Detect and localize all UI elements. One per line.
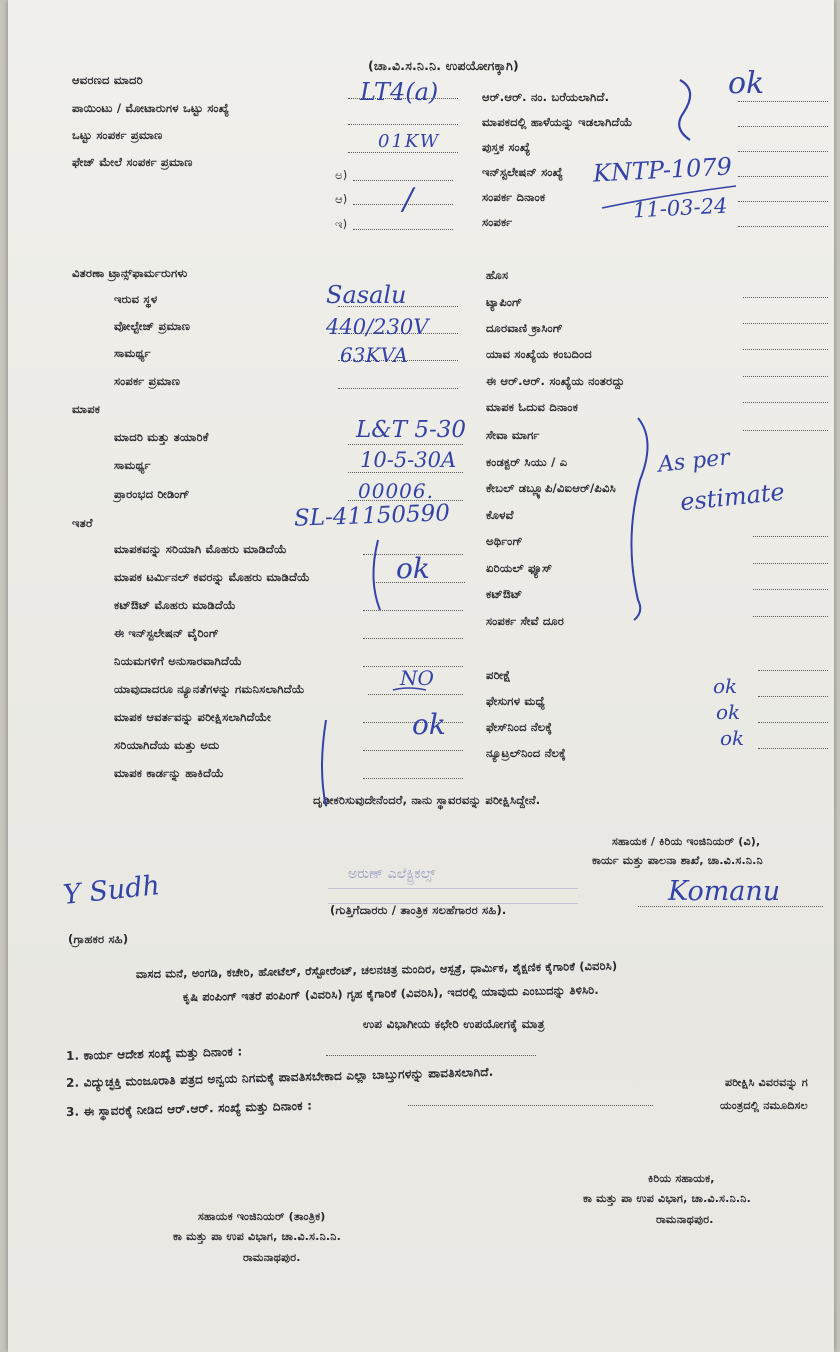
consumer-signature: Y Sudh: [61, 870, 162, 911]
hw-estimate: estimate: [678, 477, 786, 517]
label-new: ಹೊಸ: [486, 268, 509, 282]
field-line: [738, 151, 828, 152]
office-side-2: ಯಂತ್ರದಲ್ಲಿ ನಮೂದಿಸಲ: [720, 1099, 808, 1112]
label-correct: ಸರಿಯಾಗಿದೆಯ ಮತ್ತು ಅದು: [114, 738, 220, 752]
label-total-load: ಒಟ್ಟು ಸಂಪರ್ಕ ಪ್ರಮಾಣ: [72, 128, 163, 142]
label-transformer-capacity: ಸಾಮರ್ಥ್ಯ: [114, 346, 151, 360]
hw-location: Sasalu: [326, 281, 407, 309]
hw-tariff: LT4(a): [360, 78, 439, 106]
office-item-3: 3. ಈ ಸ್ಥಾವರಕ್ಕೆ ನೀಡಿದ ಆರ್.ಆರ್. ಸಂಖ್ಯೆ ಮತ್ತು ದಿನಾಂಕ :: [65, 1098, 313, 1119]
hw-serial: SL-41150590: [293, 500, 451, 532]
field-line: [743, 297, 828, 298]
label-after-rr: ಈ ಆರ್.ಆರ್. ಸಂಖ್ಯೆಯ ನಂತರದ್ದು: [486, 374, 625, 388]
label-meter-capacity: ಸಾಮರ್ಥ್ಯ: [114, 458, 151, 472]
label-phase-load: ಫೇಜ್ ಮೇಲೆ ಸಂಪರ್ಕ ಪ್ರಮಾಣ: [72, 155, 193, 169]
label-length: ಕೊಳವೆ: [486, 508, 514, 522]
label-connection-date: ಸಂಪರ್ಕ ದಿನಾಂಕ: [482, 190, 546, 204]
field-line: [348, 472, 463, 473]
field-line: [353, 229, 453, 230]
category-line-2: ಕೃಷಿ ಪಂಪಿಂಗ್ ಇತರೆ ಪಂಪಿಂಗ್ (ವಿವರಿಸಿ) ಗೃಹ ಕೈಗಾರಿಕೆ (ವಿವರಿಸಿ), ಇದರಲ್ಲಿ ಯಾವುದು ಎಂಬುದನ್ನು ತಿಳಿಸಿರಿ.: [182, 983, 599, 1004]
field-line: [743, 402, 828, 403]
field-line: [368, 694, 463, 695]
label-tapping: ಟ್ಯಾಪಿಂಗ್: [486, 295, 523, 309]
hw-voltage: 440/230V: [326, 315, 429, 339]
hw-connection-date: 11-03-24: [632, 193, 728, 223]
consumer-signature-label: (ಗ್ರಾಹಕರ ಸಹಿ): [68, 932, 129, 946]
field-line: [348, 152, 458, 153]
label-voltage: ವೋಲ್ಟೇಜ್ ಪ್ರಮಾಣ: [114, 319, 191, 333]
footer-left-1: ಸಹಾಯಕ ಇಂಜಿನಿಯರ್ (ತಾಂತ್ರಿಕ): [198, 1210, 326, 1223]
label-meter-rotation: ಮಾಪಕ ಆವರ್ತವನ್ನು ಪರೀಕ್ಷಿಸಲಾಗಿದೆಯೇ: [114, 710, 271, 724]
office-use-note: (ಚಾ.ವಿ.ಸ.ನಿ.ನಿ. ಉಪಯೋಗಕ್ಕಾಗಿ): [368, 58, 519, 73]
hw-tr-capacity: 63KVA: [340, 343, 408, 367]
label-conductor: ಕಂಡಕ್ಟರ್ ಸಿಯು / ಎ: [486, 455, 568, 469]
footer-left-3: ರಾಮನಾಥಪುರ.: [243, 1251, 301, 1264]
hw-ok-r2: ok: [716, 700, 741, 724]
label-reading-day: ಮಾಪಕ ಓದುವ ದಿನಾಂಕ: [486, 400, 579, 414]
label-phase-a: ಅ): [335, 168, 348, 182]
hw-ok-low: ok: [412, 708, 446, 741]
office-item-2: 2. ವಿದ್ಯುಚ್ಛಕ್ತಿ ಮಂಜೂರಾತಿ ಪತ್ರದ ಅನ್ವಯ ನಿಗಮಕ್ಕೆ ಪಾವತಿಸಬೇಕಾದ ಎಲ್ಲಾ ಬಾಬ್ತುಗಳನ್ನು ಪಾವತಿಸಲಾಗಿದೆ.: [65, 1064, 494, 1090]
hw-no: NO: [400, 666, 434, 690]
engineer-title-2: ಕಾರ್ಯ ಮತ್ತು ಪಾಲನಾ ಶಾಖೆ, ಚಾ.ವಿ.ಸ.ನಿ.ನಿ: [592, 854, 763, 867]
field-line: [743, 376, 828, 377]
office-item-1: 1. ಕಾರ್ಯ ಆದೇಶ ಸಂಖ್ಯೆ ಮತ್ತು ದಿನಾಂಕ :: [65, 1044, 243, 1063]
footer-left-2: ಕಾ ಮತ್ತು ಪಾ ಉಪ ವಿಭಾಗ, ಚಾ.ವಿ.ಸ.ನಿ.ನಿ.: [173, 1230, 341, 1243]
certification-text: ದೃಢೀಕರಿಸುವುದೇನೆಂದರೆ, ನಾನು ಸ್ಥಾವರವನ್ನು ಪರೀಕ್ಷಿಸಿದ್ದೇನೆ.: [313, 793, 541, 807]
label-cutout: ಕಟ್‌ಔಟ್: [486, 587, 523, 601]
field-line: [753, 589, 828, 590]
field-line: [326, 1055, 536, 1056]
office-use-heading: ಉಪ ವಿಭಾಗೀಯ ಕಛೇರಿ ಉಪಯೋಗಕ್ಕೆ ಮಾತ್ರ: [363, 1017, 545, 1031]
hw-total-load: 01KW: [378, 131, 441, 152]
category-line-1: ವಾಸದ ಮನೆ, ಅಂಗಡಿ, ಕಚೇರಿ, ಹೋಟೆಲ್, ರೆಸ್ಟೋರೆಂಟ್, ಚಲನಚಿತ್ರ ಮಂದಿರ, ಆಸ್ಪತ್ರೆ, ಧಾರ್ಮಿಕ, ಶೈಕ್ಷಣಿಕ ಕೈಗಾರಿಕೆ (ವಿವರಿಸಿ): [135, 959, 618, 981]
hw-phase-b: /: [403, 182, 414, 217]
field-line: [758, 696, 828, 697]
label-between-phases: ಫೇಸುಗಳ ಮಧ್ಯೆ: [486, 694, 546, 708]
field-line: [363, 778, 463, 779]
hw-ok-r3: ok: [720, 726, 745, 750]
field-line: [738, 176, 828, 177]
hw-meter-capacity: 10-5-30A: [360, 448, 457, 472]
heading-others: ಇತರೆ: [72, 516, 93, 530]
label-location: ಇರುವ ಸ್ಥಳ: [114, 292, 158, 306]
hw-as-per: As per: [656, 445, 731, 478]
label-connection: ಸಂಪರ್ಕ: [482, 215, 513, 229]
hw-ok-r1: ok: [713, 674, 738, 698]
label-meter-sealed: ಮಾಪಕವನ್ನು ಸರಿಯಾಗಿ ಮೊಹರು ಮಾಡಿದೆಯೆ: [114, 542, 287, 556]
label-meter-card: ಮಾಪಕ ಕಾರ್ಡನ್ನು ಹಾಕಿದೆಯೆ: [114, 766, 225, 780]
field-line: [738, 226, 828, 227]
label-phase-b: ಆ): [335, 192, 348, 206]
field-line: [338, 388, 458, 389]
label-service-main: ಸೇವಾ ಮಾರ್ಗ: [486, 428, 540, 442]
office-side-1: ಪರೀಕ್ಷಿಸಿ ವಿವರವನ್ನು ಗ: [725, 1076, 808, 1089]
label-wiring: ಈ ಇನ್‌ಸ್ಟಲೇಷನ್ ವೈರಿಂಗ್: [114, 626, 219, 640]
label-service-distance: ಸಂಪರ್ಕ ಸೇವೆ ದೂರ: [486, 614, 565, 628]
label-neutral-earth: ನ್ಯೂಟ್ರಲ್‌ನಿಂದ ನೆಲಕ್ಕೆ: [486, 746, 566, 760]
label-terminal-sealed: ಮಾಪಕ ಟರ್ಮಿನಲ್ ಕವರನ್ನು ಮೊಹರು ಮಾಡಿದೆಯೆ: [114, 570, 311, 584]
field-line: [743, 323, 828, 324]
heading-transformer: ವಿತರಣಾ ಟ್ರಾನ್ಸ್‌ಫಾರ್ಮರುಗಳು: [72, 266, 188, 280]
label-pole-no: ಯಾವ ಸಂಖ್ಯೆಯ ಕಂಬದಿಂದ: [486, 347, 592, 361]
field-line: [408, 1105, 653, 1106]
field-line: [758, 670, 828, 671]
application-form-page: [8, 0, 834, 1352]
footer-right-3: ರಾಮನಾಥಪುರ.: [656, 1213, 714, 1226]
engineer-title-1: ಸಹಾಯಕ / ಕಿರಿಯ ಇಂಜಿನಿಯರ್ (ವಿ),: [612, 835, 761, 848]
label-cable: ಕೇಬಲ್ ಡಬ್ಲ್ಯೂಪಿ/ವಿಐಆರ್/ಪಿವಿಸಿ: [486, 481, 616, 495]
field-line: [738, 101, 828, 102]
label-phase-earth: ಫೇಸ್‌ನಿಂದ ನೆಲಕ್ಕೆ: [486, 720, 553, 734]
engineer-signature: Komanu: [668, 876, 781, 907]
field-line: [753, 563, 828, 564]
label-tariff: ಆವರಣದ ಮಾದರಿ: [72, 73, 143, 87]
field-line: [363, 638, 463, 639]
label-phase-c: ಇ): [335, 217, 348, 231]
contractor-stamp: ಅರುಣ್ ಎಲೆಕ್ಟ್ರಿಕಲ್ಸ್: [348, 866, 436, 882]
field-line: [738, 201, 828, 202]
hw-installation-no: KNTP-1079: [592, 152, 733, 188]
field-line: [738, 126, 828, 127]
hw-ok-top: ok: [728, 66, 765, 101]
hw-initial-reading: 00006.: [358, 479, 434, 503]
label-rules: ನಿಯಮಗಳಿಗೆ ಅನುಸಾರವಾಗಿದೆಯೆ: [114, 654, 243, 668]
label-earthing: ಅರ್ಥಿಂಗ್: [486, 534, 523, 548]
heading-meter: ಮಾಪಕ: [72, 402, 101, 416]
hw-meter-make: L&T 5-30: [356, 417, 467, 443]
field-line: [353, 180, 453, 181]
field-line: [363, 750, 463, 751]
label-initial-reading: ಪ್ರಾರಂಭದ ರೀಡಿಂಗ್: [114, 487, 190, 501]
field-line: [363, 610, 463, 611]
footer-right-2: ಕಾ ಮತ್ತು ಪಾ ಉಪ ವಿಭಾಗ, ಚಾ.ವಿ.ಸ.ನಿ.ನಿ.: [583, 1192, 751, 1205]
field-line: [348, 444, 463, 445]
hw-ok-mid: ok: [396, 552, 430, 585]
field-line: [758, 722, 828, 723]
label-cutout-sealed: ಕಟ್‌ಔಟ್ ಮೊಹರು ಮಾಡಿದೆಯೆ: [114, 598, 236, 612]
label-rr: ಆರ್.ಆರ್. ನಂ. ಬರೆಯಲಾಗಿದೆ.: [482, 90, 610, 104]
field-line: [348, 124, 458, 125]
label-defects: ಯಾವುದಾದರೂ ನ್ಯೂನತೆಗಳನ್ನು ಗಮನಿಸಲಾಗಿದೆಯೆ: [114, 682, 305, 696]
label-crossing: ದೂರವಾಣಿ ಕ್ರಾಸಿಂಗ್: [486, 321, 563, 335]
label-conn-load: ಸಂಪರ್ಕ ಪ್ರಮಾಣ: [114, 374, 181, 388]
label-meter-ledger: ಮಾಪಕದಲ್ಲಿ ಹಾಳೆಯನ್ನು ಇಡಲಾಗಿದೆಯೆ: [482, 115, 633, 129]
stamp-lines: [328, 888, 578, 904]
field-line: [753, 616, 828, 617]
label-book-no: ಪುಸ್ತಕ ಸಂಖ್ಯೆ: [482, 140, 531, 154]
footer-right-1: ಕಿರಿಯ ಸಹಾಯಕ,: [648, 1172, 715, 1185]
field-line: [753, 536, 828, 537]
label-aerial-fuse: ಏರಿಯಲ್ ಫ್ಯೂಸ್: [486, 561, 553, 575]
field-line: [743, 349, 828, 350]
label-installation-no: ಇನ್‌ಸ್ಟಲೇಷನ್ ಸಂಖ್ಯೆ: [482, 165, 564, 179]
field-line: [743, 430, 828, 431]
label-points: ಪಾಯಿಂಟು / ಮೋಟಾರುಗಳ ಒಟ್ಟು ಸಂಖ್ಯೆ: [72, 101, 230, 115]
label-test: ಪರೀಕ್ಷೆ: [486, 668, 511, 682]
field-line: [758, 748, 828, 749]
contractor-signature-label: (ಗುತ್ತಿಗೆದಾರರು / ತಾಂತ್ರಿಕ ಸಲಹೆಗಾರರ ಸಹಿ).: [330, 903, 507, 917]
label-meter-make: ಮಾದರಿ ಮತ್ತು ತಯಾರಿಕೆ: [114, 430, 209, 444]
